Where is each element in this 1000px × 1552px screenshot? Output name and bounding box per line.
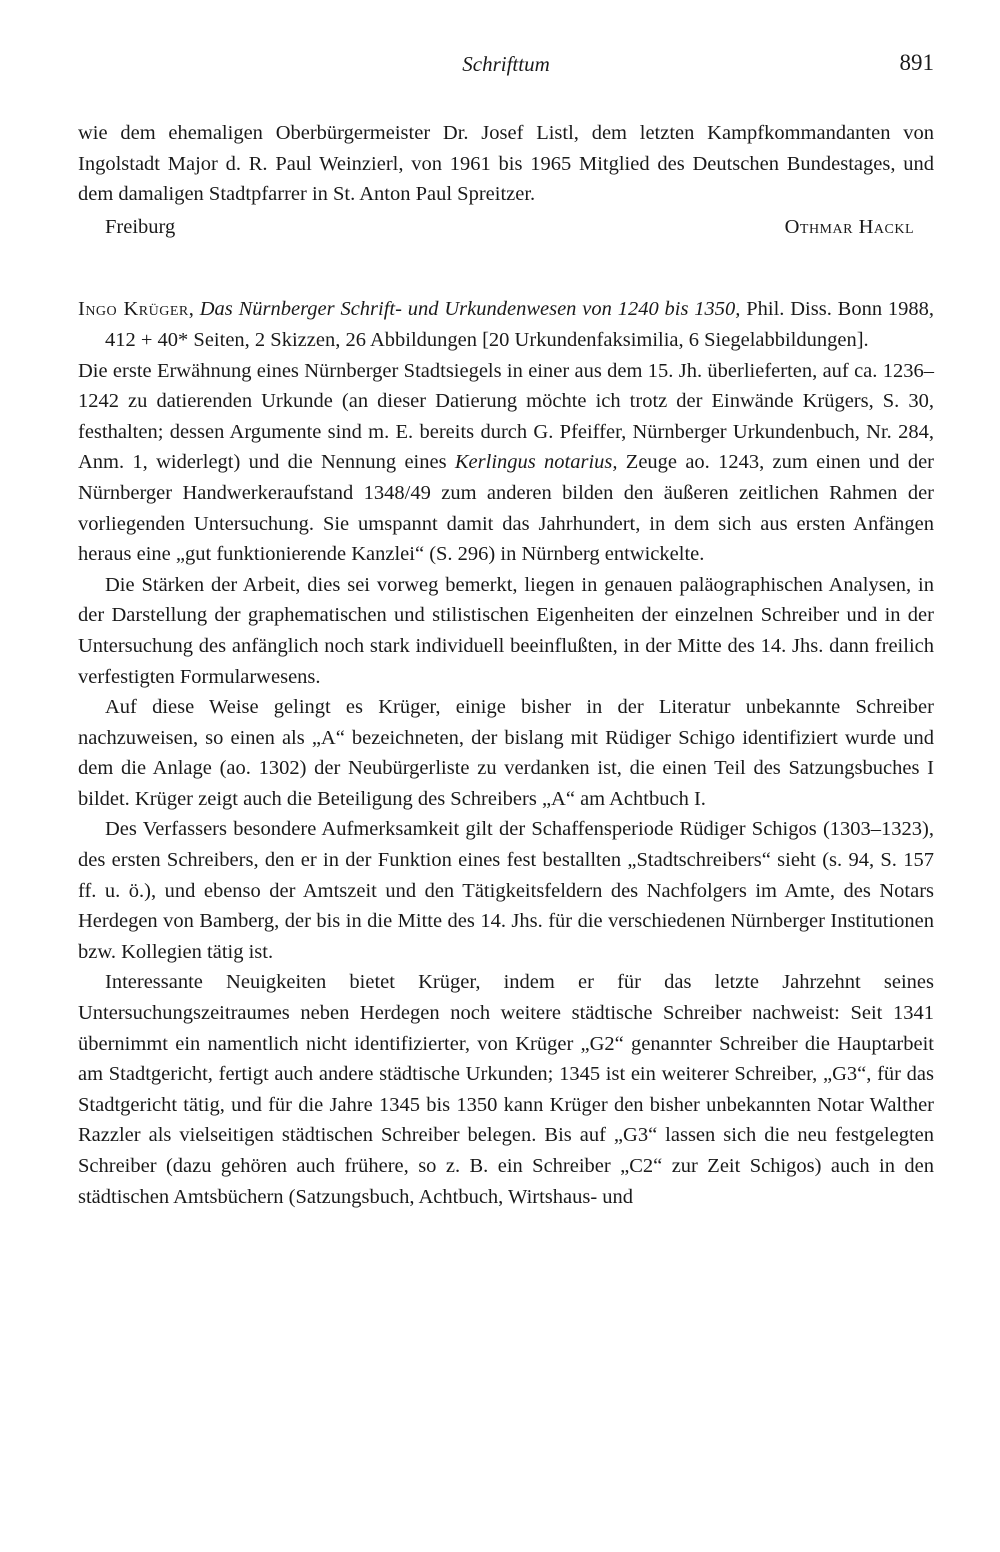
previous-review-ending: wie dem ehemaligen Oberbürgermeister Dr. Josef Listl, dem letzten Kampfkommandanten von Ingolstadt Major d. R. Paul Weinzierl, von 1961 bis 1965 Mitglied des Deutschen Bundestages, und dem damaligen Stadtpfarrer in St. Anton Paul Spreitzer. (78, 122, 934, 206)
page-header (78, 50, 934, 80)
signature-reviewer-name: Othmar Hackl (784, 215, 914, 238)
review-paragraph-1-italic: Kerlingus notarius, (454, 451, 618, 474)
review-paragraph-3: Auf diese Weise gelingt es Krüger, einige bisher in der Literatur unbekannte Schreiber nachzuweisen, so einen als „A“ bezeichneten, der bislang mit Rüdiger Schigo identifiziert wurde und dem die Anlage (ao. 1302) der Neubürgerliste zu verdanken ist, die einen Teil des Satzungsbuches I bildet. Krüger zeigt auch die Beteiligung des Schreibers „A“ am Achtbuch I. (78, 696, 934, 810)
review-paragraph-5: Interessante Neuigkeiten bietet Krüger, indem er für das letzte Jahrzehnt seines Untersuchungszeitraumes neben Herdegen noch weitere städtische Schreiber nachweist: Seit 1341 übernimmt ein namentlich nicht identifizierter, von Krüger „G2“ genannter Schreiber die Hauptarbeit am Stadtgericht, fertigt auch andere städtische Urkunden; 1345 ist ein weiterer Schreiber, „G3“, für das Stadtgericht tätig, und für die Jahre 1345 bis 1350 kann Krüger den bisher unbekannten Notar Walther Razzler als vielseitigen städtischen Schreiber belegen. Bis auf „G3“ lassen sich die neu festgelegten Schreiber (dazu gehören auch frühere, so z. B. ein Schreiber „C2“ zur Zeit Schigos) auch in den städtischen Amtsbüchern (Satzungsbuch, Achtbuch, Wirtshaus- und (78, 971, 934, 1208)
running-title: Schrifttum (462, 52, 550, 76)
review-paragraph-4: Des Verfassers besondere Aufmerksamkeit gilt der Schaffensperiode Rüdiger Schigos (1303–1323), des ersten Schreibers, den er in der Funktion eines fest bestallten „Stadtschreibers“ sieht (s. 94, S. 157 ff. u. ö.), und ebenso der Amtszeit und den Tätigkeitsfeldern des Nachfolgers im Amte, des Notars Herdegen von Bamberg, der bis in die Mitte des 14. Jhs. für die verschiedenen Nürnberger Institutionen bzw. Kollegien tätig ist. (78, 818, 934, 963)
review-paragraph-1 (78, 356, 934, 570)
review-book-title: Das Nürnberger Schrift- und Urkundenwesen von 1240 bis 1350, (199, 298, 741, 321)
page-number: 891 (899, 50, 934, 75)
review-paragraph-1-text-a: Die erste Erwähnung eines Nürnberger Stadtsiegels in einer aus dem 15. Jh. überlieferten, auf ca. 1236–1242 zu datierenden Urkunde (an dieser Datierung möchte ich trotz der Einwände Krügers, S. 30, festhalten; dessen Argumente sind m. E. bereits durch G. Pfeiffer, Nürnberger Urkundenbuch, Nr. 284, Anm. 1, widerlegt) und die Nennung eines (78, 359, 934, 474)
review-bibliographic-entry: Ingo Krüger, Das Nürnberger Schrift- und Urkundenwesen von 1240 bis 1350, Phil. Diss. Bonn 1988, 412 + 40* Seiten, 2 Skizzen, 26 Abbildungen [20 Urkundenfaksimilia, 6 Siegelabbildungen]. (78, 298, 935, 351)
review-author: Ingo Krüger (78, 298, 189, 321)
review-publication-details: Phil. Diss. Bonn 1988, 412 + 40* Seiten, 2 Skizzen, 26 Abbildungen [20 Urkundenfaksimilia, 6 Siegelabbildungen]. (105, 298, 935, 351)
signature-place: Freiburg (105, 215, 176, 238)
review-paragraph-2: Die Stärken der Arbeit, dies sei vorweg bemerkt, liegen in genauen paläographischen Analysen, in der Darstellung der graphematischen und stilistischen Eigenheiten der einzelnen Schreiber und in der Untersuchung des anfänglich noch stark individuell beeinflußten, in der Mitte des 14. Jhs. dann freilich verfestigten Formularwesens. (78, 573, 934, 688)
review-paragraph-1-text-b: Zeuge ao. 1243, zum einen und der Nürnberger Handwerkeraufstand 1348/49 zum anderen bilden den äußeren zeitlichen Rahmen der vorliegenden Untersuchung. Sie umspannt damit das Jahrhundert, in dem sich aus ersten Anfängen heraus eine „gut funktionierende Kanzlei“ (S. 296) in Nürnberg entwickelte. (78, 451, 935, 566)
page-body (78, 118, 934, 1212)
section-gap (78, 242, 934, 294)
reviewer-signature (78, 212, 934, 243)
